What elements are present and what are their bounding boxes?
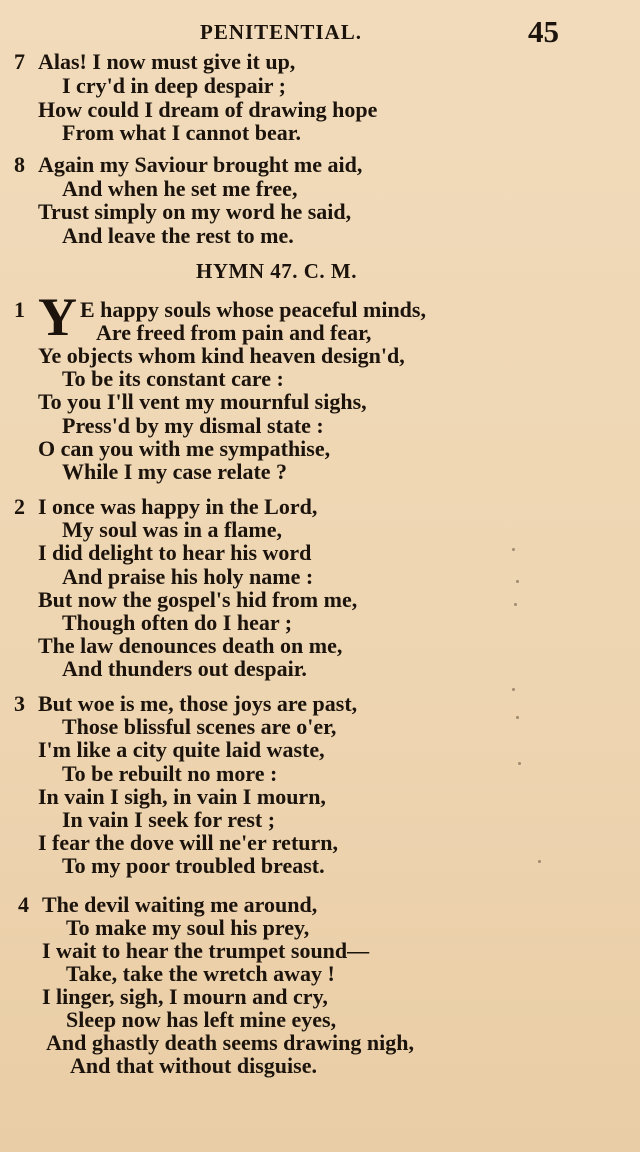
verse-line: And leave the rest to me. xyxy=(62,223,294,248)
stanza-number: 4 xyxy=(18,892,29,917)
stanza-line: To you I'll vent my mournful sighs, xyxy=(38,389,367,414)
stanza-line: But woe is me, those joys are past, xyxy=(38,691,358,716)
stanza-line: Ye objects whom kind heaven design'd, xyxy=(38,343,405,368)
verse-line: Again my Saviour brought me aid, xyxy=(38,152,363,177)
stanza-line: Are freed from pain and fear, xyxy=(96,320,372,345)
stanza-line: Those blissful scenes are o'er, xyxy=(62,714,337,739)
verse-number: 8 xyxy=(14,152,25,177)
verse-number: 7 xyxy=(14,49,25,74)
verse-line: How could I dream of drawing hope xyxy=(38,97,378,122)
stanza-line: While I my case relate ? xyxy=(62,459,288,484)
stanza-line: Take, take the wretch away ! xyxy=(66,961,335,986)
stanza-line: I fear the dove will ne'er return, xyxy=(38,830,339,855)
stanza-line: I once was happy in the Lord, xyxy=(38,494,318,519)
stanza-line: Press'd by my dismal state : xyxy=(62,413,324,438)
stanza-line: And ghastly death seems drawing nigh, xyxy=(46,1030,414,1055)
running-head: PENITENTIAL. xyxy=(200,20,362,44)
verse-line: And when he set me free, xyxy=(62,176,298,201)
stanza-number: 2 xyxy=(14,494,25,519)
speck xyxy=(516,580,519,583)
stanza-line: My soul was in a flame, xyxy=(62,517,282,542)
stanza-line: In vain I seek for rest ; xyxy=(62,807,276,832)
page-header xyxy=(0,14,640,50)
speck xyxy=(512,548,515,551)
stanza-number: 3 xyxy=(14,691,25,716)
speck xyxy=(518,762,521,765)
stanza-line: But now the gospel's hid from me, xyxy=(38,587,358,612)
stanza-line: And that without disguise. xyxy=(70,1053,317,1078)
stanza-line: To my poor troubled breast. xyxy=(62,853,325,878)
drop-cap: Y xyxy=(38,287,77,347)
stanza-line: I'm like a city quite laid waste, xyxy=(38,737,325,762)
stanza-number: 1 xyxy=(14,297,25,322)
stanza-line: To be rebuilt no more : xyxy=(62,761,278,786)
verse-line: From what I cannot bear. xyxy=(62,120,301,145)
stanza-line: Though often do I hear ; xyxy=(62,610,293,635)
speck xyxy=(514,603,517,606)
stanza-line: I did delight to hear his word xyxy=(38,540,312,565)
stanza-line: I linger, sigh, I mourn and cry, xyxy=(42,984,328,1009)
speck xyxy=(538,860,541,863)
stanza-line: In vain I sigh, in vain I mourn, xyxy=(38,784,326,809)
stanza-line: To be its constant care : xyxy=(62,366,284,391)
stanza-line: O can you with me sympathise, xyxy=(38,436,331,461)
page-number: 45 xyxy=(528,14,559,49)
speck xyxy=(516,716,519,719)
speck xyxy=(512,688,515,691)
verse-line: Alas! I now must give it up, xyxy=(38,49,296,74)
stanza-line: E happy souls whose peaceful minds, xyxy=(80,297,426,322)
verse-line: Trust simply on my word he said, xyxy=(38,199,352,224)
stanza-line: The law denounces death on me, xyxy=(38,633,343,658)
hymn-title: HYMN 47. C. M. xyxy=(196,259,357,283)
stanza-line: To make my soul his prey, xyxy=(66,915,310,940)
stanza-line: I wait to hear the trumpet sound— xyxy=(42,938,370,963)
stanza-line: The devil waiting me around, xyxy=(42,892,318,917)
verse-line: I cry'd in deep despair ; xyxy=(62,73,286,98)
stanza-line: And praise his holy name : xyxy=(62,564,314,589)
stanza-line: Sleep now has left mine eyes, xyxy=(66,1007,337,1032)
stanza-line: And thunders out despair. xyxy=(62,656,307,681)
